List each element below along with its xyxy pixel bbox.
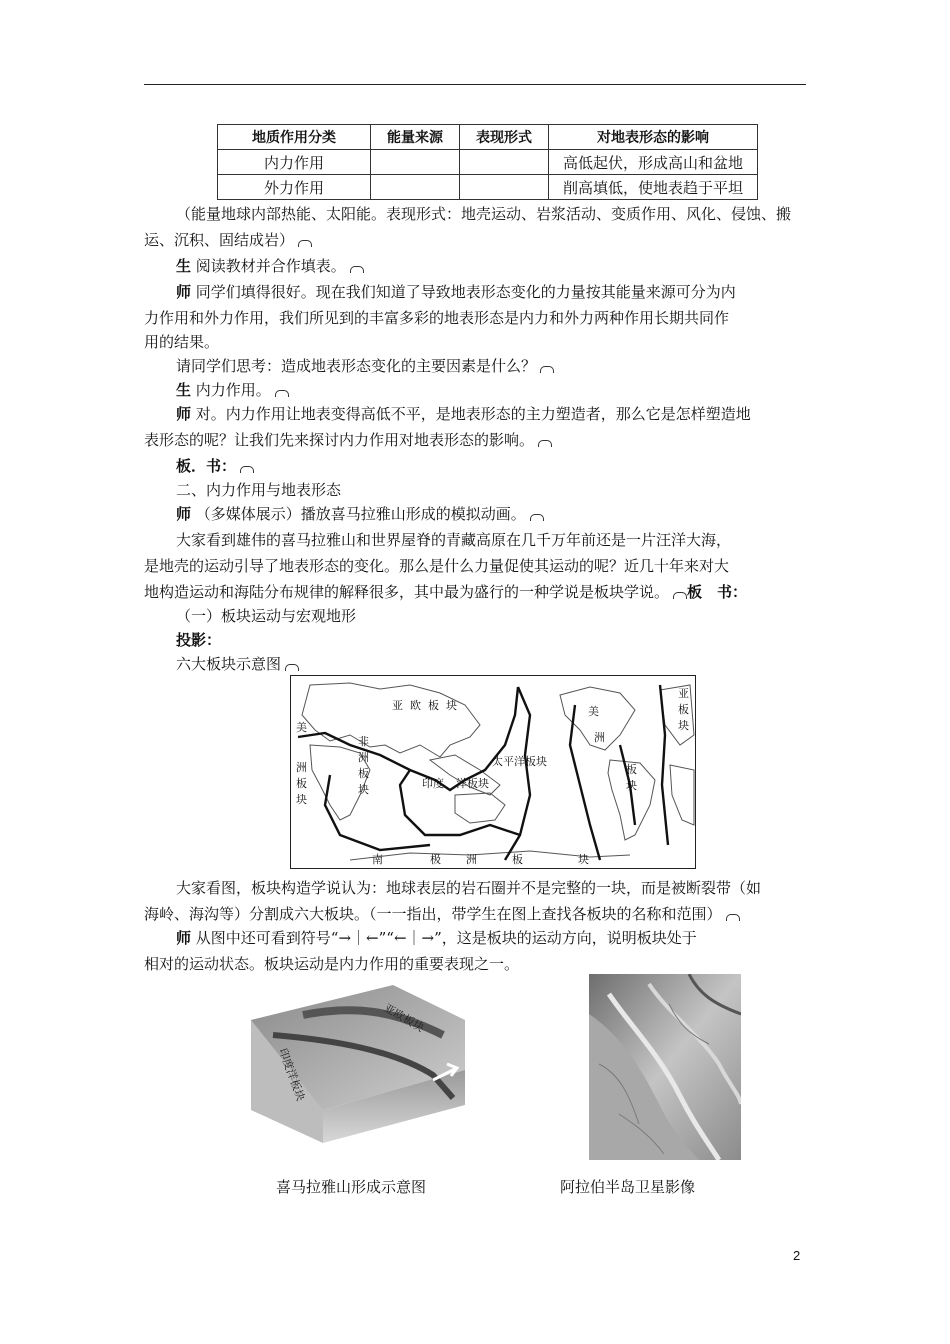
return-mark-icon [285, 664, 299, 671]
text-span: 表形态的呢？让我们先来探讨内力作用对地表形态的影响。 [144, 431, 535, 449]
subsection-heading [176, 604, 356, 628]
text-span: 是地壳的运动引导了地表形态的变化。那么是什么力量促使其运动的呢？近几十年来对大 [144, 557, 730, 575]
text-span: 对。内力作用让地表变得高低不平，是地表形态的主力塑造者，那么它是怎样塑造地 [195, 405, 751, 423]
paragraph-line [144, 902, 740, 926]
return-mark-icon [540, 366, 554, 373]
table-header: 表现形式 [460, 125, 549, 150]
paragraph-line [144, 330, 219, 354]
text-span: 相对的运动状态。板块运动是内力作用的重要表现之一。 [144, 955, 520, 973]
map-label: 洲 [466, 853, 477, 866]
table-header: 对地表形态的影响 [549, 125, 758, 150]
himalaya-formation-diagram [243, 980, 471, 1145]
map-label: 块 [296, 793, 307, 806]
paragraph-line [176, 502, 544, 526]
paragraph-line [176, 378, 289, 402]
projection-label [176, 628, 221, 652]
return-mark-icon [298, 240, 312, 247]
map-label: 板 [512, 853, 523, 866]
map-label: 美 [588, 705, 599, 718]
geologic-process-table [217, 124, 758, 200]
text-span: 内力作用。 [195, 381, 271, 399]
map-label: 亚 [678, 687, 689, 700]
map-label: 太平洋板块 [492, 755, 547, 768]
paragraph-line [176, 202, 791, 226]
map-label: 板 [296, 777, 307, 790]
table-cell [371, 175, 460, 200]
map-label: 板 [358, 767, 369, 780]
paragraph-line [176, 280, 736, 304]
map-label: 块 [358, 783, 369, 796]
speaker-label: 生 [176, 381, 192, 399]
paragraph-line [176, 926, 697, 950]
table-cell: 外力作用 [218, 175, 371, 200]
speaker-label: 师 [176, 283, 192, 301]
paragraph-line [176, 876, 761, 900]
text-span: 请同学们思考：造成地表形态变化的主要因素是什么？ [176, 357, 537, 375]
map-label: 洋板块 [456, 777, 489, 790]
diagram-label: 印度洋板块 [276, 1046, 308, 1103]
table-cell [371, 150, 460, 175]
return-mark-icon [530, 514, 544, 521]
paragraph-line [144, 228, 312, 252]
map-label: 块 [446, 699, 457, 712]
paragraph-line [176, 528, 731, 552]
text-span: 六大板块示意图 [176, 655, 282, 673]
map-label: 板 [678, 703, 689, 716]
map-label: 洲 [358, 751, 369, 764]
table-cell [460, 150, 549, 175]
text-span: 板．书： [176, 457, 237, 475]
text-span: 同学们填得很好。现在我们知道了导致地表形态变化的力量按其能量来源可分为内 [195, 283, 736, 301]
text-span: 二、内力作用与地表形态 [176, 481, 342, 499]
return-mark-icon [673, 592, 687, 599]
map-label: 洲 [594, 731, 605, 744]
paragraph-line [176, 354, 554, 378]
page-number: 2 [793, 1248, 801, 1263]
paragraph-line [176, 254, 364, 278]
map-label: 块 [626, 779, 637, 792]
text-span: 大家看到雄伟的喜马拉雅山和世界屋脊的青藏高原在几千万年前还是一片汪洋大海， [176, 531, 732, 549]
speaker-label: 师 [176, 505, 192, 523]
himalaya-caption: 喜马拉雅山形成示意图 [276, 1178, 427, 1196]
six-plates-map [290, 675, 696, 869]
paragraph-line [144, 306, 729, 330]
map-label: 非 [358, 735, 369, 748]
table-cell: 削高填低，使地表趋于平坦 [549, 175, 758, 200]
arabia-caption: 阿拉伯半岛卫星影像 [560, 1178, 696, 1196]
map-label: 板 [626, 763, 637, 776]
text-span: 阅读教材并合作填表。 [195, 257, 346, 275]
map-label: 亚 [392, 699, 403, 712]
return-mark-icon [240, 466, 254, 473]
board-label: 板 书： [687, 583, 748, 601]
table-row [218, 175, 758, 200]
map-label: 洲 [296, 761, 307, 774]
table-row [218, 150, 758, 175]
map-label: 块 [678, 719, 689, 732]
text-span: 投影： [176, 631, 222, 649]
text-span: 运、沉积、固结成岩） [144, 231, 295, 249]
text-span: 地构造运动和海陆分布规律的解释很多，其中最为盛行的一种学说是板块学说。 [144, 583, 670, 601]
table-cell: 高低起伏，形成高山和盆地 [549, 150, 758, 175]
table-header-row [218, 125, 758, 150]
paragraph-line [144, 554, 729, 578]
text-span: 大家看图，板块构造学说认为：地球表层的岩石圈并不是完整的一块，而是被断裂带（如 [176, 879, 762, 897]
text-span: 用的结果。 [144, 333, 220, 351]
map-label: 美 [296, 721, 307, 734]
map-label: 欧 [410, 699, 421, 712]
text-span: 从图中还可看到符号“→｜←”“←｜→”，这是板块的运动方向，说明板块处于 [195, 929, 697, 947]
speaker-label: 生 [176, 257, 192, 275]
text-span: （一）板块运动与宏观地形 [176, 607, 357, 625]
table-cell [460, 175, 549, 200]
arabia-satellite-image [589, 974, 741, 1160]
table-cell: 内力作用 [218, 150, 371, 175]
diagram-label: 亚欧板块 [381, 1001, 427, 1035]
paragraph-line [144, 428, 552, 452]
table-header: 能量来源 [371, 125, 460, 150]
map-label: 极 [430, 853, 441, 866]
return-mark-icon [726, 914, 740, 921]
map-label: 块 [578, 853, 589, 866]
text-span: （多媒体展示）播放喜马拉雅山形成的模拟动画。 [195, 505, 526, 523]
text-span: （能量地球内部热能、太阳能。表现形式：地壳运动、岩浆活动、变质作用、风化、侵蚀、搬 [176, 205, 792, 223]
speaker-label: 师 [176, 929, 192, 947]
text-span: 海岭、海沟等）分割成六大板块。（一一指出，带学生在图上查找各板块的名称和范围） [144, 905, 722, 923]
header-rule [144, 84, 806, 85]
paragraph-line [144, 580, 747, 604]
board-label [176, 454, 254, 478]
map-label: 南 [372, 853, 383, 866]
map-label: 印度 [422, 777, 444, 790]
return-mark-icon [350, 266, 364, 273]
return-mark-icon [275, 390, 289, 397]
text-span: 力作用和外力作用，我们所见到的丰富多彩的地表形态是内力和外力两种作用长期共同作 [144, 309, 730, 327]
paragraph-line [144, 952, 519, 976]
speaker-label: 师 [176, 405, 192, 423]
return-mark-icon [538, 440, 552, 447]
section-heading [176, 478, 341, 502]
figure-title [176, 652, 299, 676]
map-label: 板 [428, 699, 439, 712]
table-header: 地质作用分类 [218, 125, 371, 150]
paragraph-line [176, 402, 751, 426]
